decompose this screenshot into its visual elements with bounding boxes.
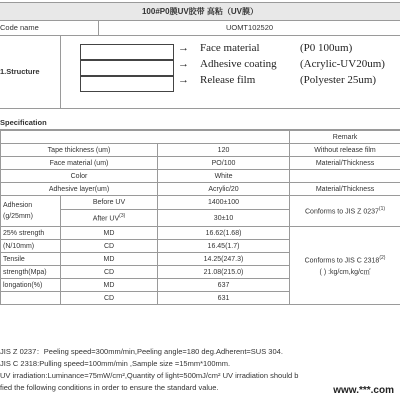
arrow-icon: → xyxy=(178,74,189,86)
arrow-icon: → xyxy=(178,58,189,70)
release-film-layer-box xyxy=(80,76,174,92)
color-label: Color xyxy=(1,170,158,183)
md-label: MD xyxy=(61,253,158,266)
code-name-value: UOMT102520 xyxy=(225,23,274,32)
face-material-value: PO/100 xyxy=(158,157,290,170)
table-row xyxy=(1,144,400,157)
tensile-label: Tensile xyxy=(1,253,61,266)
adhesion-label-cell xyxy=(1,196,61,227)
tape-thickness-label: Tape thickness (um) xyxy=(1,144,158,157)
layer-spec: (Polyester 25um) xyxy=(300,74,377,86)
note-jis-c: JIS C 2318:Pulling speed=100mm/min ,Sample size =15mm*100mm. xyxy=(0,359,231,368)
adhesion-remark-footnote: (1) xyxy=(378,206,386,213)
cd-label: CD xyxy=(61,266,158,279)
table-row xyxy=(1,196,400,210)
table-cell xyxy=(290,170,400,183)
elong-md-value: 16.62(1.68) xyxy=(158,227,290,240)
layer-spec: (Acrylic-UV20um) xyxy=(300,58,385,70)
adhesive-layer-box xyxy=(80,60,174,76)
tape-thickness-value: 120 xyxy=(158,144,290,157)
color-value: White xyxy=(158,170,290,183)
elong-strength-label: 25% strength xyxy=(1,227,61,240)
adhesive-layer-label: Adhesive layer(um) xyxy=(1,183,158,196)
layer-release-film xyxy=(178,74,255,86)
layer-adhesive-coating xyxy=(178,58,277,70)
strength-remark-unit: ( ) :kg/cm,kg/c㎡ xyxy=(319,268,371,276)
cd-label: CD xyxy=(61,292,158,305)
elongation-md-value: 637 xyxy=(158,279,290,292)
elong-strength-unit: (N/10mm) xyxy=(1,240,61,253)
note-conditions: fied the following conditions in order to ensure the standard value. xyxy=(0,383,219,392)
elong-cd-value: 16.45(1.7) xyxy=(158,240,290,253)
tensile-unit: strength(Mpa) xyxy=(1,266,61,279)
table-row xyxy=(1,157,400,170)
layer-name: Adhesive coating xyxy=(200,58,277,70)
adhesion-remark-cell xyxy=(290,196,400,227)
elongation-label: longation(%) xyxy=(1,279,61,292)
table-row xyxy=(1,183,400,196)
adhesion-remark: Conforms to JIS Z 0237 xyxy=(305,208,379,216)
layer-face-material xyxy=(178,42,260,54)
md-label: MD xyxy=(61,279,158,292)
adhesive-layer-remark: Material/Thickness xyxy=(290,183,400,196)
table-cell xyxy=(1,131,290,144)
after-uv-value: 30±10 xyxy=(158,210,290,227)
table-row xyxy=(1,170,400,183)
face-material-remark: Material/Thickness xyxy=(290,157,400,170)
specification-table xyxy=(0,130,400,305)
structure-label: 1.Structure xyxy=(0,36,61,108)
strength-remark: Conforms to JIS C 2318 xyxy=(304,257,380,265)
table-cell xyxy=(1,292,61,305)
layer-spec: (P0 100um) xyxy=(300,42,353,54)
before-uv-label: Before UV xyxy=(61,196,158,210)
elongation-cd-value: 631 xyxy=(158,292,290,305)
before-uv-value: 1400±100 xyxy=(158,196,290,210)
tensile-md-value: 14.25(247.3) xyxy=(158,253,290,266)
after-uv-label-cell xyxy=(61,210,158,227)
layer-name: Face material xyxy=(200,42,260,54)
adhesion-unit: (g/25mm) xyxy=(3,213,33,220)
document-title: 100#P0膜UV胶带 高粘（UV膜） xyxy=(0,2,400,21)
note-uv-irradiation: UV irradiation:Luminance=75mW/cm²,Quantity of light=500mJ/cm² UV irradiation should b xyxy=(0,371,299,380)
watermark: www.***.com xyxy=(333,385,394,396)
code-name-row xyxy=(0,20,400,36)
after-uv-footnote: (3) xyxy=(119,213,126,220)
table-row xyxy=(1,227,400,240)
strength-remark-footnote: (2) xyxy=(379,255,386,262)
strength-remark-cell xyxy=(290,227,400,305)
tensile-cd-value: 21.08(215.0) xyxy=(158,266,290,279)
cd-label: CD xyxy=(61,240,158,253)
note-jis-z: JIS Z 0237：Peeling speed=300mm/min,Peeling angle=180 deg.Adherent=SUS 304. xyxy=(0,347,283,356)
md-label: MD xyxy=(61,227,158,240)
arrow-icon: → xyxy=(178,42,189,54)
face-material-layer-box xyxy=(80,44,174,60)
structure-section xyxy=(0,36,400,109)
face-material-label: Face material (um) xyxy=(1,157,158,170)
adhesive-layer-value: Acrylic/20 xyxy=(158,183,290,196)
after-uv-label: After UV xyxy=(92,215,120,223)
layer-name: Release film xyxy=(200,74,256,86)
adhesion-label: Adhesion xyxy=(3,202,33,209)
remark-header: Remark xyxy=(290,131,400,144)
table-row xyxy=(1,131,400,144)
code-name-label: Code name xyxy=(0,20,99,35)
tape-thickness-remark: Without release film xyxy=(290,144,400,157)
specification-heading: Specification xyxy=(0,116,400,130)
